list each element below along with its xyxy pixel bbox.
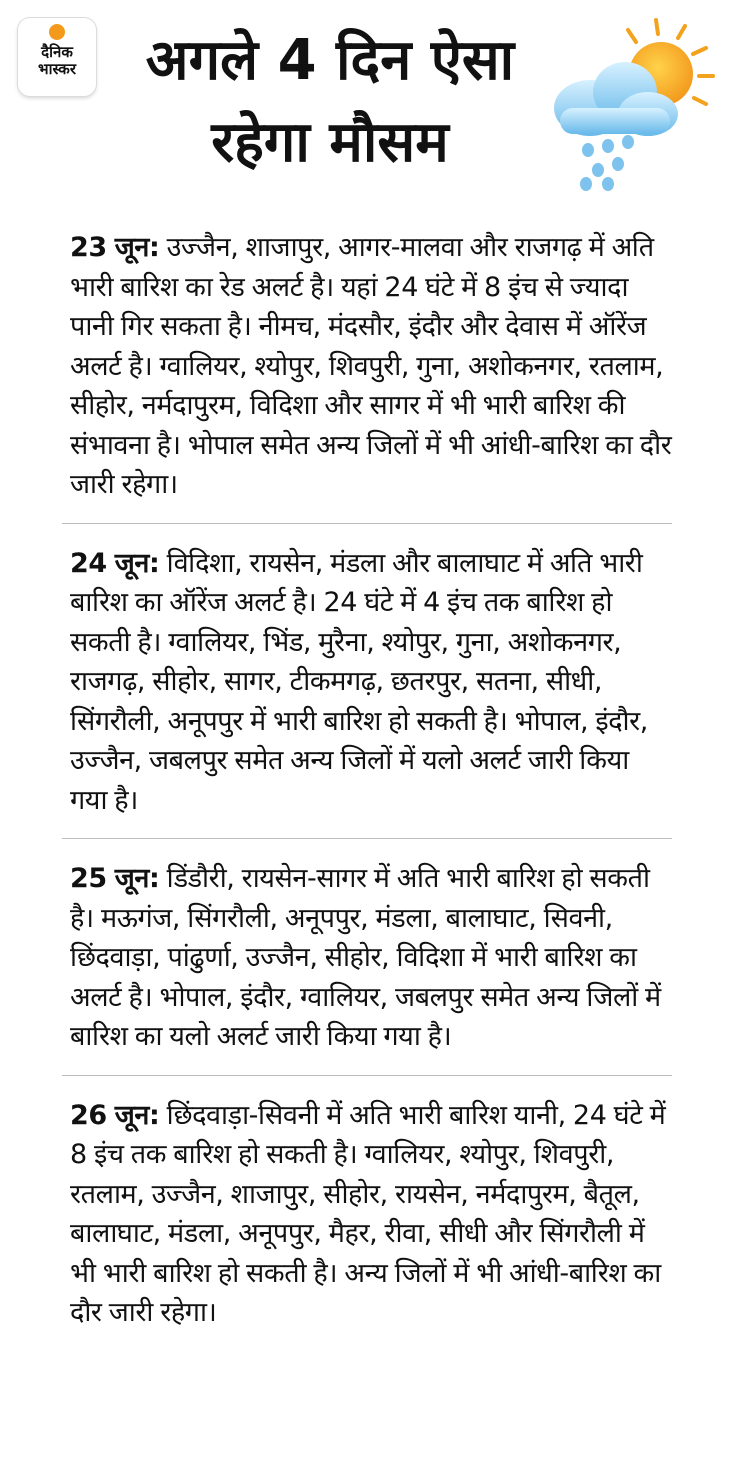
forecast-entry-23-june (62, 228, 672, 524)
forecast-text: छिंदवाड़ा-सिवनी में अति भारी बारिश यानी, 24 घंटे में 8 इंच तक बारिश हो सकती है। ग्वालियर, श्योपुर, शिवपुरी, रतलाम, उज्जैन, शाजापुर, सीहोर, रायसेन, नर्मदापुरम, बैतूल, बालाघाट, मंडला, अनूपपुर, मैहर, रीवा, सीधी और सिंगरौली में भी भारी बारिश हो सकती है। अन्य जिलों में भी आंधी-बारिश का दौर जारी रहेगा। (70, 1099, 666, 1328)
forecast-text: उज्जैन, शाजापुर, आगर-मालवा और राजगढ़ में अति भारी बारिश का रेड अलर्ट है। यहां 24 घंटे में 8 इंच से ज्यादा पानी गिर सकता है। नीमच, मंदसौर, इंदौर और देवास में ऑरेंज अलर्ट है। ग्वालियर, श्योपुर, शिवपुरी, गुना, अशोकनगर, रतलाम, सीहोर, नर्मदापुरम, विदिशा और सागर में भी भारी बारिश की संभावना है। भोपाल समेत अन्य जिलों में भी आंधी-बारिश का दौर जारी रहेगा। (70, 232, 672, 500)
logo-sun-icon (49, 24, 65, 40)
logo-text-line-1: दैनिक (41, 43, 73, 61)
forecast-list (0, 228, 730, 1351)
header (0, 0, 730, 200)
forecast-date: 23 जून: (70, 232, 160, 263)
logo-text (18, 44, 96, 78)
page-title: अगले 4 दिन ऐसा रहेगा मौसम (145, 28, 515, 175)
forecast-text: विदिशा, रायसेन, मंडला और बालाघाट में अति भारी बारिश का ऑरेंज अलर्ट है। 24 घंटे में 4 इंच तक बारिश हो सकती है। ग्वालियर, भिंड, मुरैना, श्योपुर, गुना, अशोकनगर, राजगढ़, सीहोर, सागर, टीकमगढ़, छतरपुर, सतना, सीधी, सिंगरौली, अनूपपुर में भारी बारिश हो सकती है। भोपाल, इंदौर, उज्जैन, जबलपुर समेत अन्य जिलों में यलो अलर्ट जारी किया गया है। (70, 547, 648, 816)
logo-text-line-2: भास्कर (38, 60, 76, 78)
forecast-text: डिंडौरी, रायसेन-सागर में अति भारी बारिश हो सकती है। मऊगंज, सिंगरौली, अनूपपुर, मंडला, बालाघाट, सिवनी, छिंदवाड़ा, पांढुर्णा, उज्जैन, सीहोर, विदिशा में भारी बारिश का अलर्ट है। भोपाल, इंदौर, ग्वालियर, जबलपुर समेत अन्य जिलों में बारिश का यलो अलर्ट जारी किया गया है। (70, 863, 661, 1052)
forecast-entry-24-june (62, 524, 672, 840)
forecast-date: 24 जून: (70, 547, 160, 579)
dainik-bhaskar-logo[interactable] (18, 18, 96, 96)
forecast-date: 25 जून: (70, 863, 160, 894)
forecast-entry-26-june (62, 1076, 672, 1351)
forecast-date: 26 जून: (70, 1099, 160, 1131)
forecast-entry-25-june (62, 839, 672, 1076)
sun-cloud-rain-icon (548, 12, 718, 192)
rain-drops (580, 135, 634, 191)
